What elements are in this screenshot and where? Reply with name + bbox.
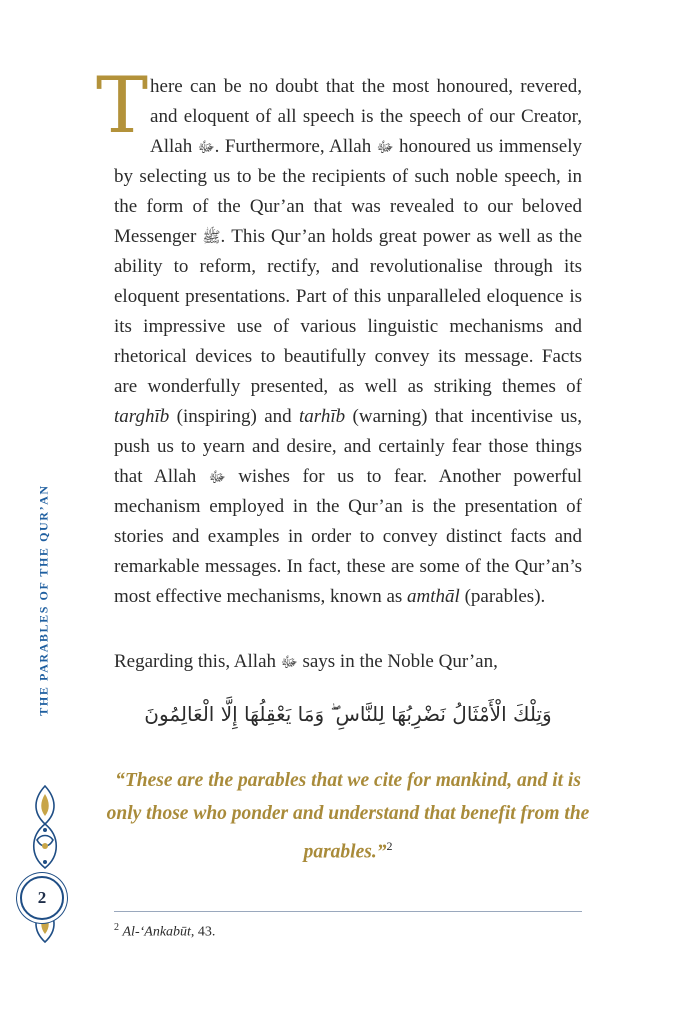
- intro-line: [114, 647, 582, 677]
- footnote-ref: 2: [386, 839, 393, 853]
- drop-cap: T: [96, 61, 149, 151]
- italic-term: targhīb: [114, 406, 170, 427]
- intro-text: Regarding this, Allah: [114, 651, 281, 672]
- salutation-glyph-icon: ﷻ: [208, 468, 226, 486]
- salutation-glyph-icon: ﷻ: [197, 138, 215, 156]
- footnote-number: 2: [114, 922, 119, 933]
- footnote: [114, 922, 215, 941]
- running-side-title: THE PARABLES OF THE QUR’AN: [36, 484, 51, 716]
- main-paragraph: [96, 61, 582, 612]
- text-run: wishes for us to fear. Another powerful mechanism employed in the Qur’an is the presentation of stories and examples in order to convey distinct facts and remarkable messages. In fact, these are some of the Qur’an’s most effective mechanisms, known as: [114, 466, 582, 607]
- paragraph-text: [114, 72, 582, 612]
- text-run: (parables).: [459, 586, 546, 607]
- page-number: 2: [20, 876, 64, 920]
- footnote-divider: [114, 911, 582, 912]
- quote-text: “These are the parables that we cite for mankind, and it is only those who ponder and understand that benefit from the parables.”: [106, 770, 590, 863]
- salutation-glyph-icon: ﷻ: [280, 653, 298, 671]
- verse-translation: [106, 764, 590, 869]
- text-run: . This Qur’an holds great power as well as the ability to reform, rectify, and revolutionalise through its eloquent presentations. Part of this unparalleled eloquence is its impressive use of various linguistic mechanisms and rhetorical devices to beautifully convey its message. Facts are wonderfully presented, as well as striking themes of: [114, 226, 582, 397]
- arabic-verse: وَتِلْكَ الْأَمْثَالُ نَضْرِبُهَا لِلنَّاسِ ۖ وَمَا يَعْقِلُهَا إِلَّا الْعَالِمُونَ: [144, 702, 552, 726]
- italic-term: amthāl: [407, 586, 460, 607]
- salutation-glyph-icon: ﷺ: [202, 228, 221, 246]
- salutation-glyph-icon: ﷻ: [376, 138, 394, 156]
- ornament-border-icon: [24, 784, 66, 944]
- intro-text-end: says in the Noble Qur’an,: [297, 651, 498, 672]
- footnote-rest: , 43.: [190, 924, 216, 940]
- text-run: (warning) that incentivise us, push us to yearn and desire, and certainly fear those things that Allah: [114, 406, 582, 487]
- text-run: (inspiring) and: [169, 406, 300, 427]
- text-run: honoured us immensely by selecting us to be the recipients of such noble speech, in the form of the Qur’an that was revealed to our beloved Messenger: [114, 136, 582, 247]
- italic-term: tarhīb: [299, 406, 346, 427]
- footnote-source: Al-‘Ankabūt: [122, 924, 191, 940]
- text-run: . Furthermore, Allah: [214, 136, 377, 157]
- text-run: here can be no doubt that the most honoured, revered, and eloquent of all speech is the speech of our Creator, Allah: [150, 76, 582, 157]
